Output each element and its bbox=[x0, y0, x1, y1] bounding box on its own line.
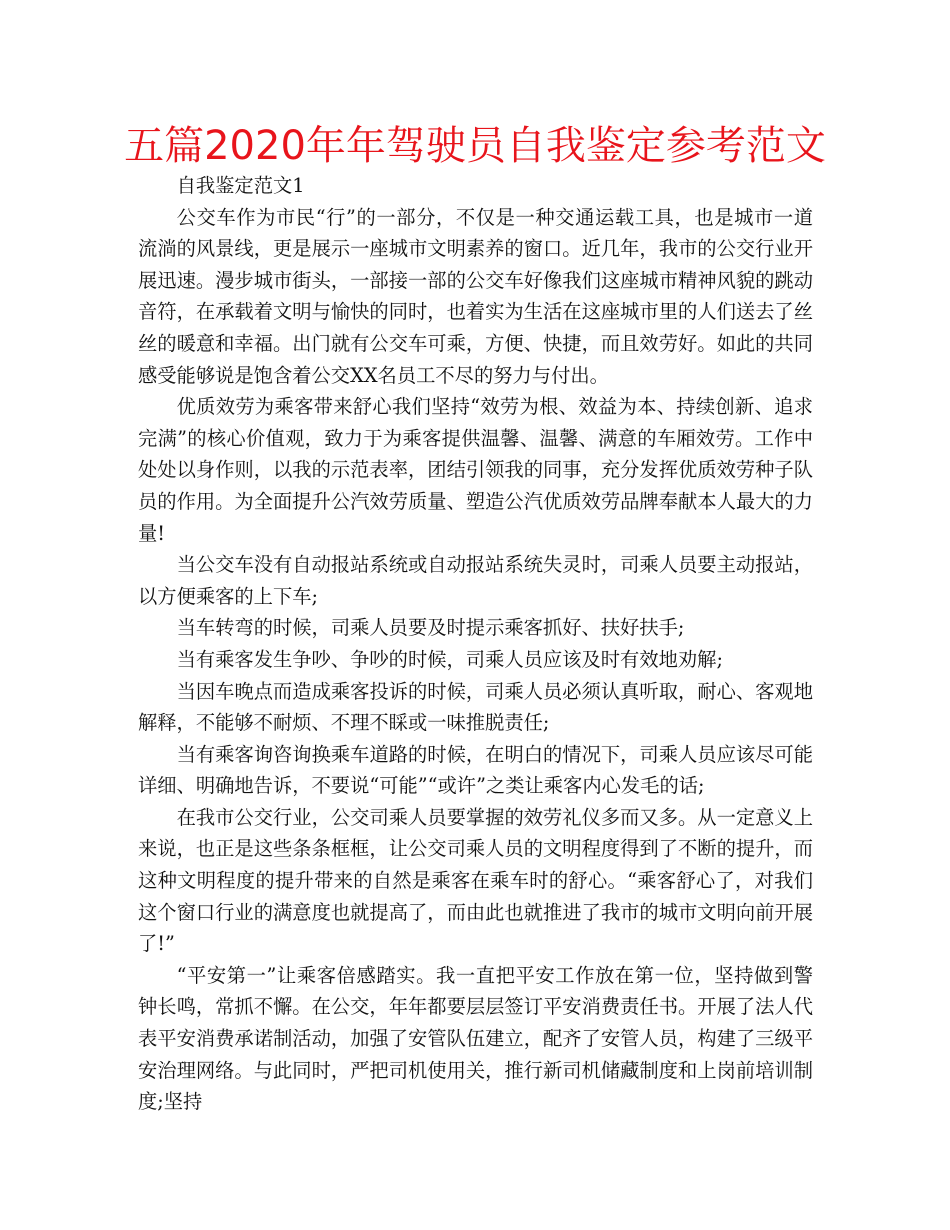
document-body bbox=[138, 170, 813, 1118]
body-paragraph: “平安第一”让乘客倍感踏实。我一直把平安工作放在第一位，坚持做到警钟长鸣，常抓不懈。在公交，年年都要层层签订平安消费责任书。开展了法人代表平安消费承诺制活动，加强了安管队伍建立，配齐了安管人员，构建了三级平安治理网络。与此同时，严把司机使用关，推行新司机储藏制度和上岗前培训制度;坚持 bbox=[138, 963, 813, 1114]
body-paragraph: 当公交车没有自动报站系统或自动报站系统失灵时，司乘人员要主动报站，以方便乘客的上下车; bbox=[138, 553, 813, 608]
body-paragraph: 当车转弯的时候，司乘人员要及时提示乘客抓好、扶好扶手; bbox=[176, 616, 685, 640]
body-paragraph: 公交车作为市民“行”的一部分，不仅是一种交通运载工具，也是城市一道流淌的风景线，更是展示一座城市文明素养的窗口。近几年，我市的公交行业开展迅速。漫步城市街头，一部接一部的公交车好像我们这座城市精神风貌的跳动音符，在承载着文明与愉快的同时，也着实为生活在这座城市里的人们送去了丝丝的暖意和幸福。出门就有公交车可乘，方便、快捷，而且效劳好。如此的共同感受能够说是饱含着公交XX名员工不尽的努力与付出。 bbox=[138, 205, 813, 387]
body-paragraph: 当因车晚点而造成乘客投诉的时候，司乘人员必须认真听取，耐心、客观地解释，不能够不耐烦、不理不睬或一味推脱责任; bbox=[138, 679, 813, 735]
document-title: 五篇2020年年驾驶员自我鉴定参考范文 bbox=[124, 123, 826, 169]
section-heading: 自我鉴定范文1 bbox=[176, 174, 305, 197]
body-paragraph: 优质效劳为乘客带来舒心我们坚持“效劳为根、效益为本、持续创新、追求完满”的核心价值观，致力于为乘客提供温馨、温馨、满意的车厢效劳。工作中处处以身作则，以我的示范表率，团结引领我的同事，充分发挥优质效劳种子队员的作用。为全面提升公汽效劳质量、塑造公汽优质效劳品牌奉献本人最大的力量! bbox=[138, 395, 813, 545]
body-paragraph: 当有乘客发生争吵、争吵的时候，司乘人员应该及时有效地劝解; bbox=[176, 647, 723, 671]
body-paragraph: 在我市公交行业，公交司乘人员要掌握的效劳礼仪多而又多。从一定意义上来说，也正是这些条条框框，让公交司乘人员的文明程度得到了不断的提升，而这种文明程度的提升带来的自然是乘客在乘车时的舒心。“乘客舒心了，对我们这个窗口行业的满意度也就提高了，而由此也就推进了我市的城市文明向前开展了!” bbox=[138, 805, 813, 956]
body-paragraph: 当有乘客询咨询换乘车道路的时候，在明白的情况下，司乘人员应该尽可能详细、明确地告诉，不要说“可能”“或许”之类让乘客内心发毛的话; bbox=[138, 742, 813, 798]
